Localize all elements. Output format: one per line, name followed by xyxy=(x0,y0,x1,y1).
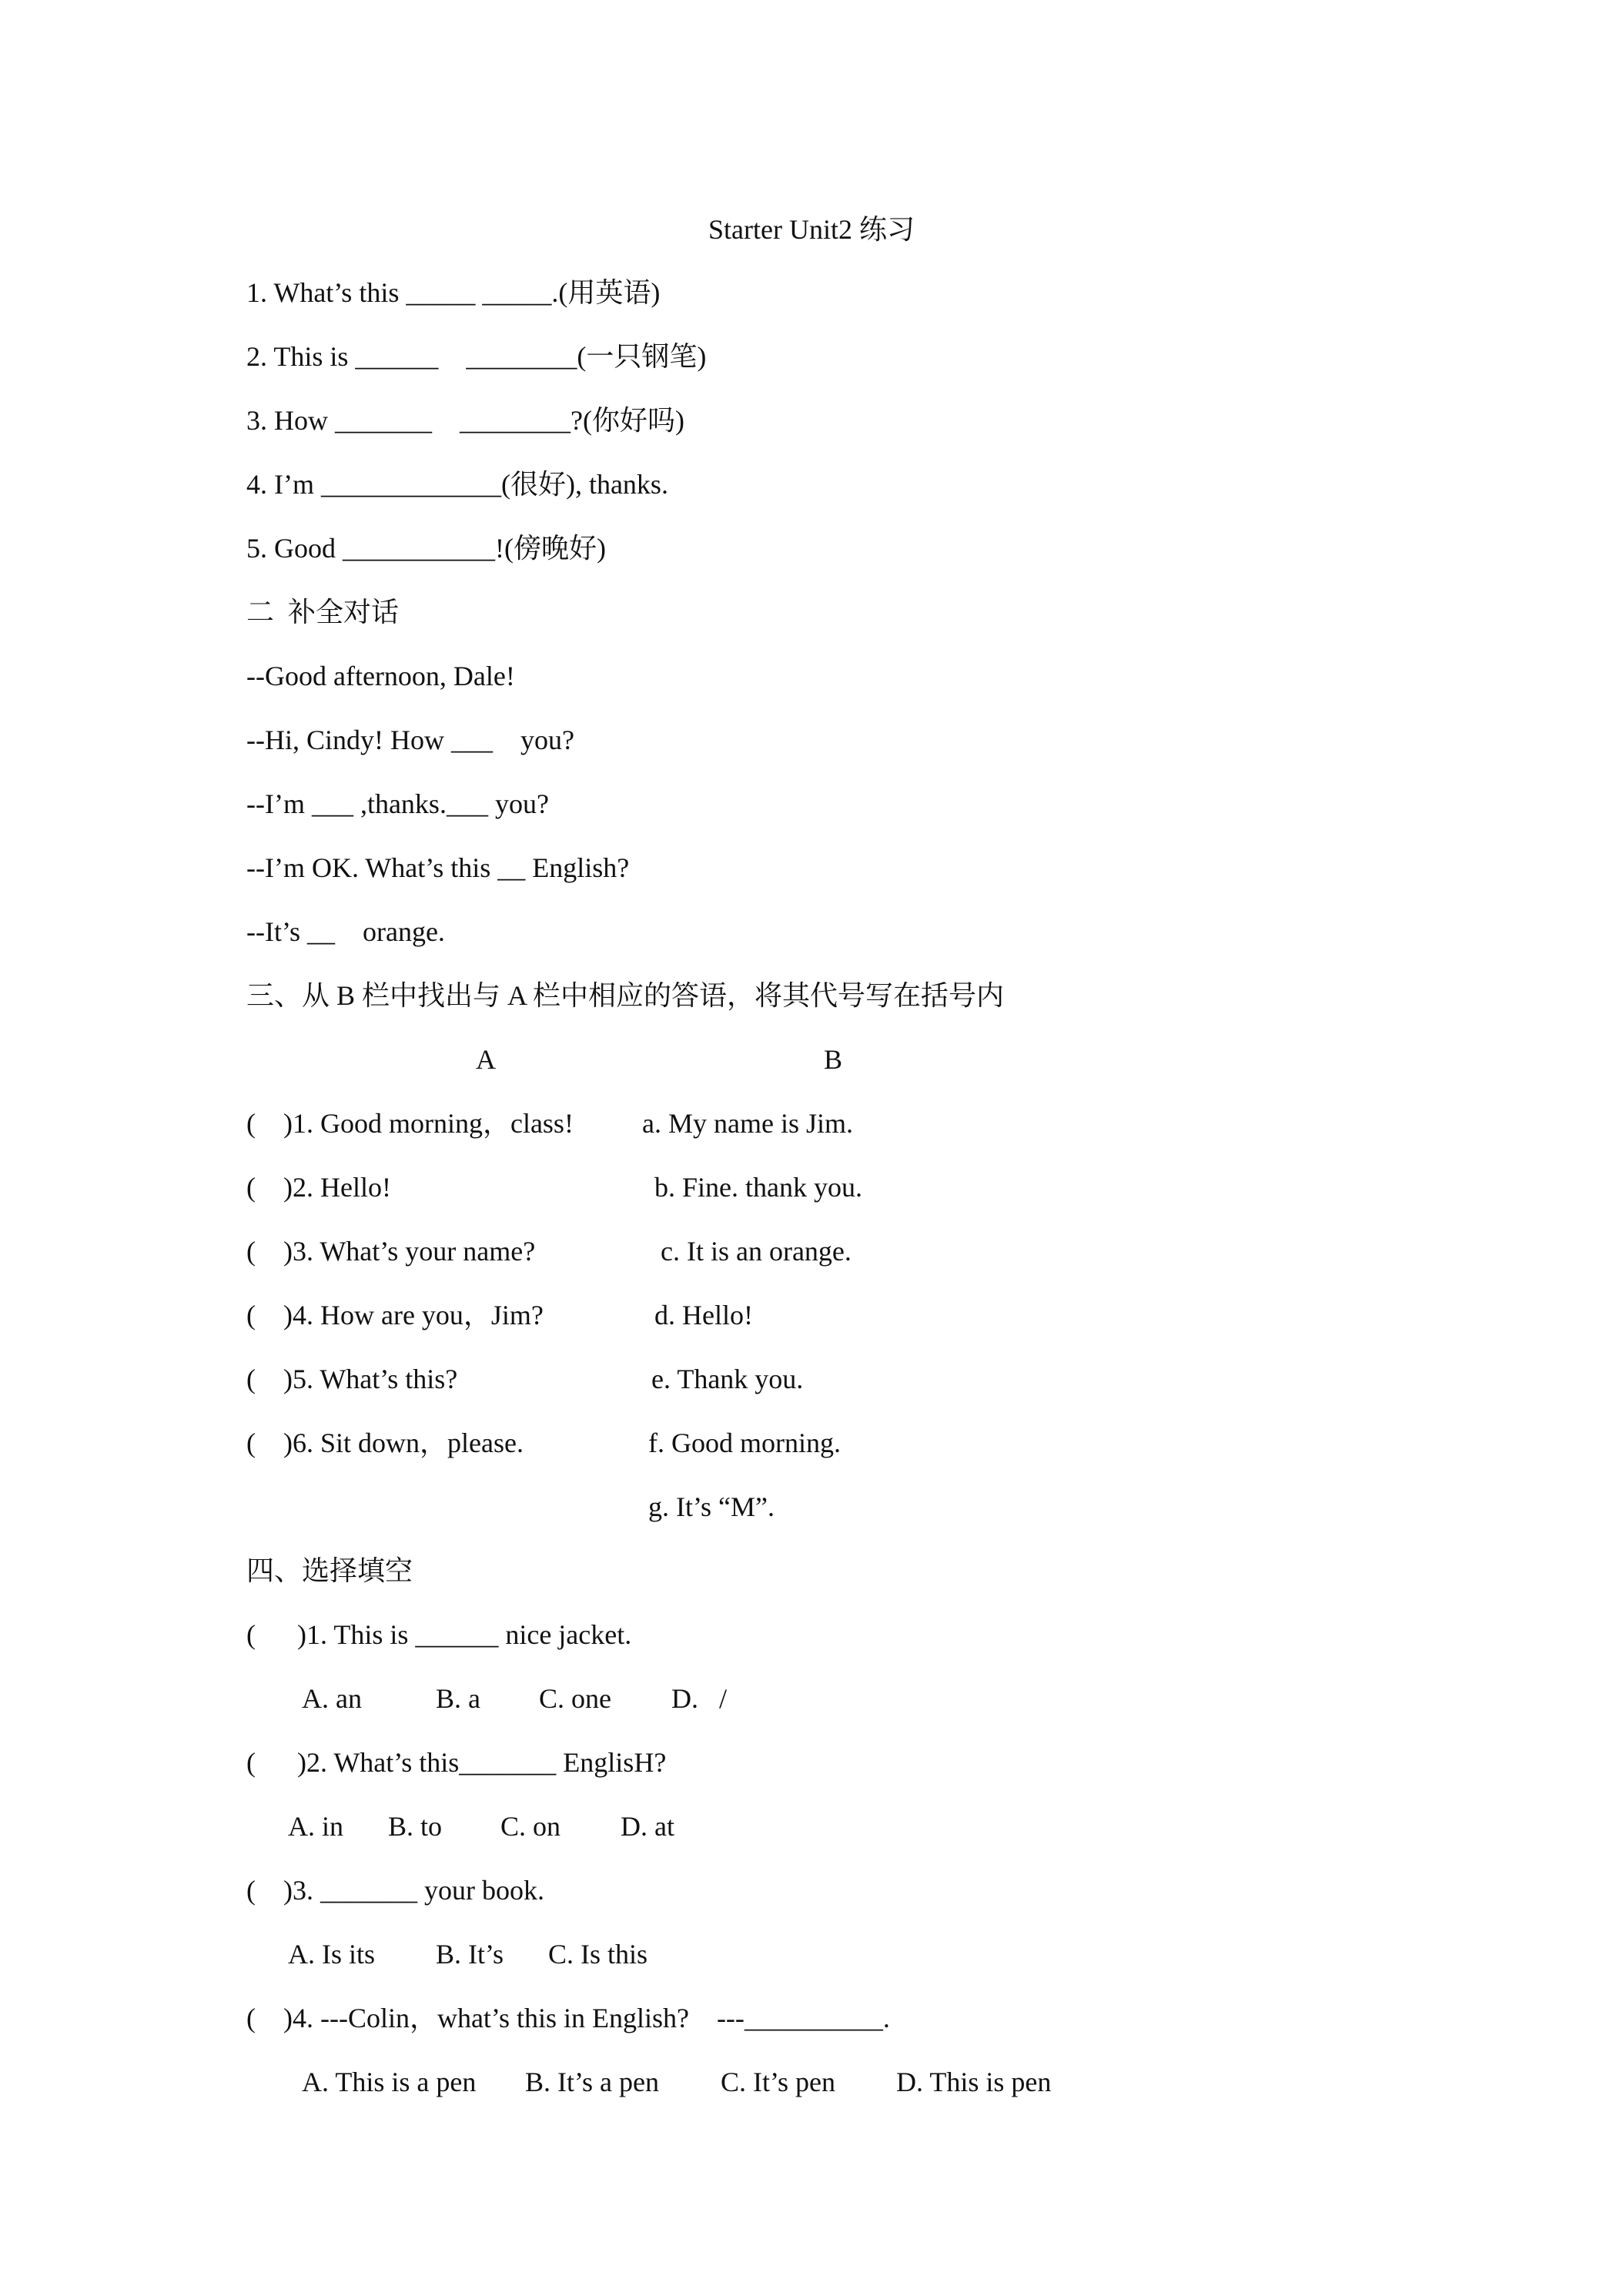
match-question-1: ( )1. Good morning，class! xyxy=(246,1108,574,1139)
choice-q1-option-a: A. an xyxy=(302,1683,362,1714)
choice-q1-option-b: B. a xyxy=(436,1683,480,1714)
match-answer-f: f. Good morning. xyxy=(648,1427,841,1458)
section-heading-dialogue: 二 补全对话 xyxy=(246,597,400,628)
choice-q2-option-a: A. in xyxy=(288,1811,343,1842)
choice-q4-option-d: D. This is pen xyxy=(896,2067,1052,2097)
column-a-label: A xyxy=(476,1044,496,1075)
match-question-2: ( )2. Hello! xyxy=(246,1172,391,1203)
choice-question-1: ( )1. This is ______ nice jacket. xyxy=(246,1619,632,1650)
choice-question-4: ( )4. ---Colin，what’s this in English? ---__________. xyxy=(246,2003,890,2033)
dialogue-line-5: --It’s __ orange. xyxy=(246,916,445,947)
match-answer-g: g. It’s “M”. xyxy=(648,1491,775,1522)
choice-q3-option-a: A. Is its xyxy=(288,1939,376,1970)
column-b-label: B xyxy=(824,1044,843,1075)
match-question-6: ( )6. Sit down，please. xyxy=(246,1427,524,1458)
fill-item-4: 4. I’m _____________(很好), thanks. xyxy=(246,469,668,500)
match-answer-c: c. It is an orange. xyxy=(661,1236,852,1267)
choice-q1-option-d: D. / xyxy=(671,1683,727,1714)
match-question-3: ( )3. What’s your name? xyxy=(246,1236,536,1267)
match-answer-a: a. My name is Jim. xyxy=(642,1108,853,1139)
fill-item-2: 2. This is ______ ________(一只钢笔) xyxy=(246,341,707,372)
section-heading-choice: 四、选择填空 xyxy=(246,1555,413,1586)
choice-q2-option-c: C. on xyxy=(500,1811,561,1842)
choice-q4-option-b: B. It’s a pen xyxy=(525,2067,659,2097)
page-title: Starter Unit2 练习 xyxy=(708,214,915,245)
fill-item-1: 1. What’s this _____ _____.(用英语) xyxy=(246,277,661,308)
match-answer-d: d. Hello! xyxy=(654,1300,753,1330)
match-answer-b: b. Fine. thank you. xyxy=(654,1172,862,1203)
choice-q2-option-b: B. to xyxy=(388,1811,443,1842)
choice-q3-option-c: C. Is this xyxy=(548,1939,648,1970)
dialogue-line-3: --I’m ___ ,thanks.___ you? xyxy=(246,788,549,819)
choice-question-3: ( )3. _______ your book. xyxy=(246,1875,544,1906)
choice-question-2: ( )2. What’s this_______ EnglisH? xyxy=(246,1747,667,1778)
choice-q1-option-c: C. one xyxy=(539,1683,611,1714)
choice-q4-option-a: A. This is a pen xyxy=(302,2067,477,2097)
choice-q4-option-c: C. It’s pen xyxy=(721,2067,835,2097)
match-question-4: ( )4. How are you，Jim? xyxy=(246,1300,544,1330)
match-answer-e: e. Thank you. xyxy=(651,1364,804,1394)
fill-item-3: 3. How _______ ________?(你好吗) xyxy=(246,405,684,436)
dialogue-line-4: --I’m OK. What’s this __ English? xyxy=(246,852,630,883)
choice-q3-option-b: B. It’s xyxy=(436,1939,504,1970)
section-heading-matching: 三、从 B 栏中找出与 A 栏中相应的答语，将其代号写在括号内 xyxy=(246,980,1005,1011)
dialogue-line-1: --Good afternoon, Dale! xyxy=(246,661,515,691)
fill-item-5: 5. Good ___________!(傍晚好) xyxy=(246,533,606,564)
choice-q2-option-d: D. at xyxy=(621,1811,674,1842)
match-question-5: ( )5. What’s this? xyxy=(246,1364,458,1394)
dialogue-line-2: --Hi, Cindy! How ___ you? xyxy=(246,725,574,755)
